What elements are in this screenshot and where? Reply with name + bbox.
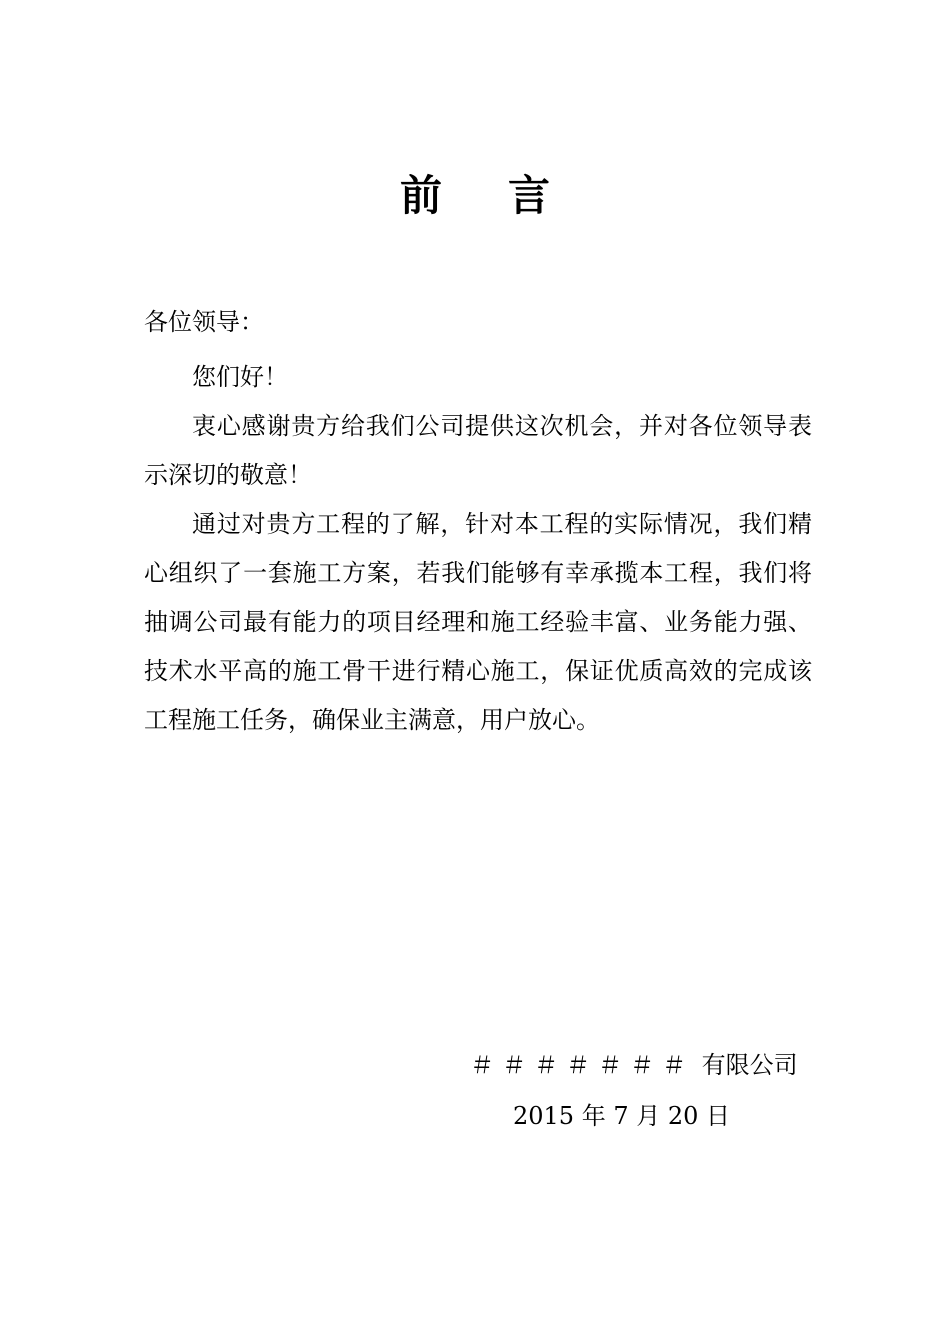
- letter-body: [144, 353, 812, 745]
- salutation: 各位领导：: [144, 308, 264, 336]
- company-suffix: 有限公司: [701, 1051, 798, 1079]
- thanks-paragraph: 衷心感谢贵方给我们公司提供这次机会，并对各位领导表示深切的敬意！: [144, 412, 812, 489]
- signature-date: 2015 年 7 月 20 日: [513, 1102, 731, 1130]
- company-name-placeholder: ＃＃＃＃＃＃＃: [470, 1051, 694, 1079]
- greeting-paragraph: 您们好！: [192, 363, 288, 391]
- title-char-1: 前: [399, 171, 442, 220]
- commitment-paragraph: 通过对贵方工程的了解，针对本工程的实际情况，我们精心组织了一套施工方案，若我们能够有幸承揽本工程，我们将抽调公司最有能力的项目经理和施工经验丰富、业务能力强、技术水平高的施工骨干进行精心施工，保证优质高效的完成该工程施工任务，确保业主满意，用户放心。: [144, 510, 812, 734]
- page-title: [0, 168, 950, 224]
- title-char-2: 言: [508, 171, 551, 220]
- company-signature: [470, 1048, 798, 1082]
